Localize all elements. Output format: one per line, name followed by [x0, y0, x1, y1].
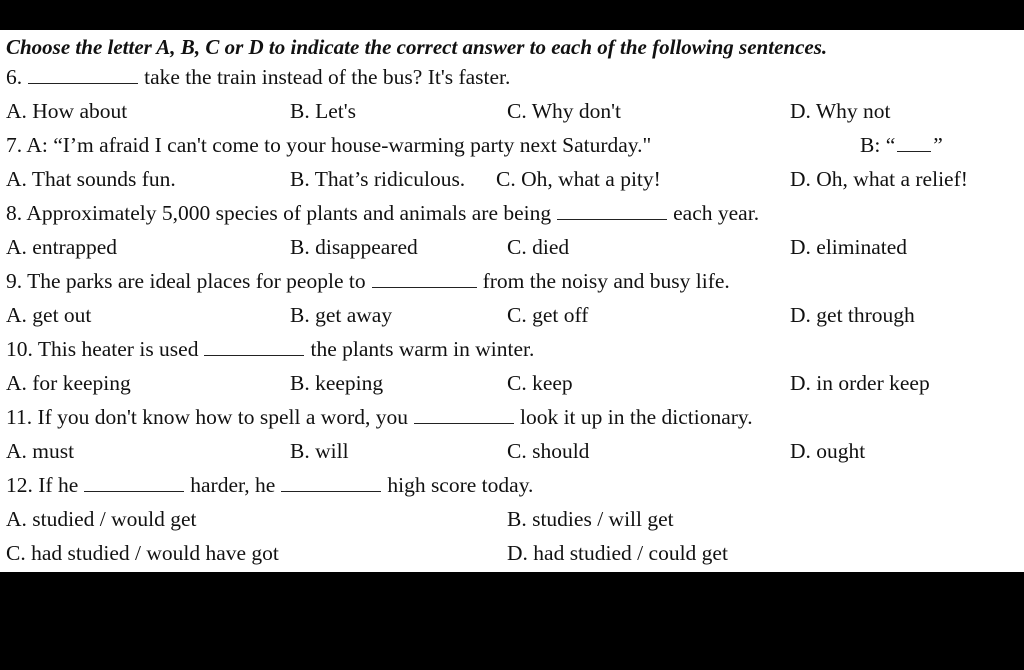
option-d: D. in order keep: [790, 371, 930, 395]
answer-blank: [28, 61, 138, 84]
options-8: [0, 230, 1024, 264]
question-6-end: take the train instead of the bus? It's faster.: [144, 65, 511, 89]
options-11: [0, 434, 1024, 468]
option-c: C. get off: [507, 303, 589, 327]
question-9-start: 9. The parks are ideal places for people to: [6, 269, 366, 293]
option-d: D. eliminated: [790, 235, 908, 259]
options-9: [0, 298, 1024, 332]
option-d: D. Oh, what a relief!: [790, 167, 968, 191]
option-b: B. disappeared: [290, 235, 418, 259]
question-11-end: look it up in the dictionary.: [519, 405, 753, 429]
options-12-row-1: [0, 502, 1024, 536]
answer-blank: [204, 333, 304, 356]
worksheet: [0, 30, 1024, 572]
instruction-text: Choose the letter A, B, C or D to indicate the correct answer to each of the following sentences.: [6, 35, 828, 59]
question-12: [0, 468, 1024, 502]
answer-blank: [281, 469, 381, 492]
question-10: [0, 332, 1024, 366]
options-6: [0, 94, 1024, 128]
question-7-b-close: ”: [933, 133, 943, 157]
options-10: [0, 366, 1024, 400]
option-b: B. get away: [290, 303, 393, 327]
question-12-mid: harder, he: [190, 473, 276, 497]
option-a: A. entrapped: [6, 235, 118, 259]
question-7-text: 7. A: “I’m afraid I can't come to your house-warming party next Saturday.": [6, 133, 652, 157]
question-12-end: high score today.: [387, 473, 534, 497]
question-9: [0, 264, 1024, 298]
question-7-b-open: B: “: [860, 133, 896, 157]
question-11-start: 11. If you don't know how to spell a word, you: [6, 405, 408, 429]
instruction-line: [0, 30, 1024, 64]
options-12-row-2: [0, 536, 1024, 570]
question-10-end: the plants warm in winter.: [310, 337, 535, 361]
question-6: [0, 60, 1024, 94]
question-8-end: each year.: [673, 201, 760, 225]
option-c: C. had studied / would have got: [6, 541, 279, 565]
question-7: [0, 128, 1024, 162]
option-d: D. Why not: [790, 99, 891, 123]
option-c: C. should: [507, 439, 590, 463]
question-9-end: from the noisy and busy life.: [482, 269, 730, 293]
option-c: C. died: [507, 235, 570, 259]
question-12-start: 12. If he: [6, 473, 79, 497]
option-d: D. get through: [790, 303, 915, 327]
question-10-start: 10. This heater is used: [6, 337, 199, 361]
option-d: D. ought: [790, 439, 866, 463]
option-a: A. for keeping: [6, 371, 131, 395]
options-7: [0, 162, 1024, 196]
answer-blank: [414, 401, 514, 424]
option-a: A. How about: [6, 99, 128, 123]
answer-blank: [897, 129, 931, 152]
option-c: C. Oh, what a pity!: [496, 167, 661, 191]
question-8: [0, 196, 1024, 230]
answer-blank: [84, 469, 184, 492]
option-c: C. Why don't: [507, 99, 621, 123]
answer-blank: [372, 265, 477, 288]
option-a: A. That sounds fun.: [6, 167, 176, 191]
option-b: B. keeping: [290, 371, 384, 395]
question-6-start: 6.: [6, 65, 23, 89]
option-a: A. get out: [6, 303, 92, 327]
option-b: B. That’s ridiculous.: [290, 167, 466, 191]
option-d: D. had studied / could get: [507, 541, 728, 565]
question-11: [0, 400, 1024, 434]
option-b: B. studies / will get: [507, 507, 674, 531]
option-b: B. Let's: [290, 99, 356, 123]
option-b: B. will: [290, 439, 349, 463]
question-8-start: 8. Approximately 5,000 species of plants and animals are being: [6, 201, 552, 225]
option-a: A. studied / would get: [6, 507, 197, 531]
answer-blank: [557, 197, 667, 220]
option-c: C. keep: [507, 371, 573, 395]
option-a: A. must: [6, 439, 75, 463]
